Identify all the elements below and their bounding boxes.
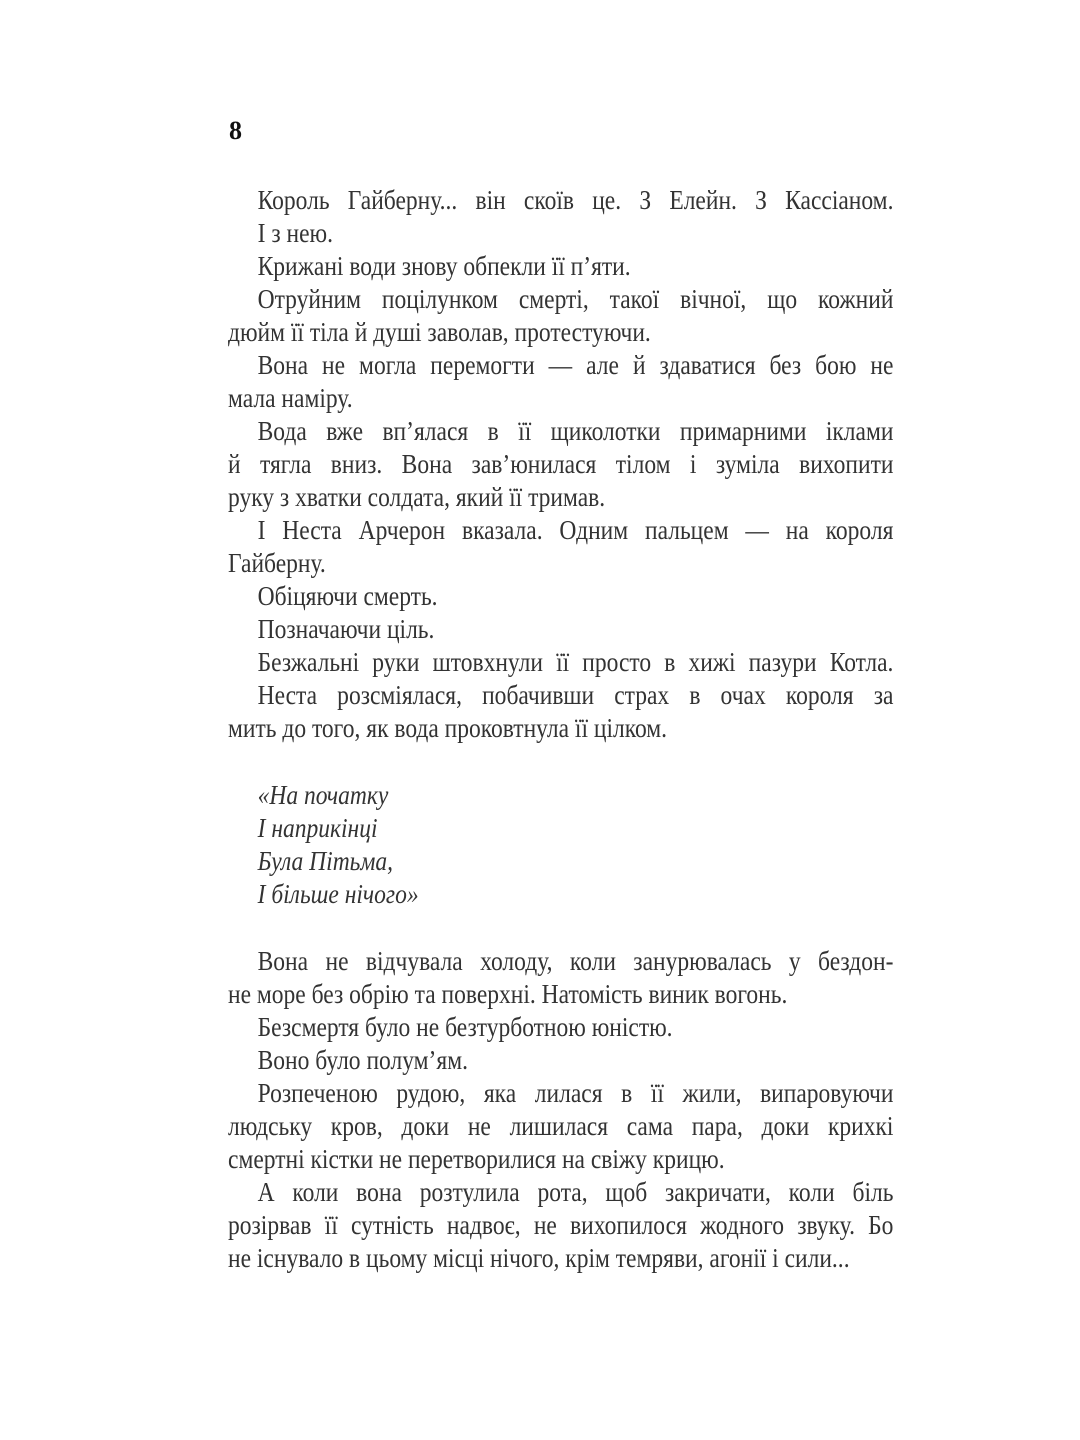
text-line: й тягла вниз. Вона зав’юнилася тілом і зуміла вихопити — [228, 449, 894, 479]
text-line: Обіцяючи смерть. — [257, 581, 438, 611]
paragraph — [228, 1044, 893, 1077]
paragraph — [228, 945, 893, 1011]
paragraph — [228, 217, 893, 250]
verse-line: І наприкінці — [257, 813, 378, 843]
text-line: мить до того, як вода проковтнула її цілком. — [228, 713, 668, 743]
paragraph — [228, 1077, 893, 1176]
text-line: Отруйним поцілунком смерті, такої вічної, що кожний — [257, 284, 894, 314]
paragraph — [228, 613, 893, 646]
text-line: смертні кістки не перетворилися на свіжу крицю. — [228, 1144, 725, 1174]
text-line: Неста розсміялася, побачивши страх в очах короля за — [257, 680, 894, 710]
paragraph — [228, 349, 893, 415]
paragraph — [228, 250, 893, 283]
text-line: Безсмертя було не безтурботною юністю. — [257, 1012, 673, 1042]
paragraph — [228, 679, 893, 745]
text-line: не існувало в цьому місці нічого, крім темряви, агонії і сили... — [228, 1243, 850, 1273]
paragraph — [228, 415, 893, 514]
text-line: Король Гайберну... він скоїв це. З Елейн. З Кассіаном. — [257, 185, 894, 215]
paragraph — [228, 514, 893, 580]
text-line: Позначаючи ціль. — [257, 614, 435, 644]
text-line: І з нею. — [257, 218, 333, 248]
paragraph — [228, 1011, 893, 1044]
text-line: не море без обрію та поверхні. Натомість виник вогонь. — [228, 979, 788, 1009]
text-line: розірвав її сутність надвоє, не вихопилося жодного звуку. Бо — [228, 1210, 894, 1240]
text-line: А коли вона розтулила рота, щоб закричати, коли біль — [257, 1177, 894, 1207]
paragraph — [228, 580, 893, 613]
verse-line: «На початку — [257, 780, 389, 810]
verse-quote — [228, 779, 893, 911]
text-line: Розпеченою рудою, яка лилася в її жили, випаровуючи — [257, 1078, 894, 1108]
text-line: Безжальні руки штовхнули її просто в хижі пазури Котла. — [257, 647, 894, 677]
paragraph — [228, 184, 893, 217]
text-line: Крижані води знову обпекли її п’яти. — [257, 251, 631, 281]
text-line: Вода вже вп’ялася в її щиколотки примарними іклами — [257, 416, 894, 446]
text-line: І Неста Арчерон вказала. Одним пальцем — на короля — [257, 515, 894, 545]
paragraph — [228, 646, 893, 679]
text-line: людську кров, доки не лишилася сама пара, доки крихкі — [228, 1111, 894, 1141]
verse-line: Була Пітьма, — [257, 846, 394, 876]
text-block — [228, 184, 893, 1275]
paragraph — [228, 1176, 893, 1275]
text-line: мала наміру. — [228, 383, 353, 413]
text-line: Гайберну. — [228, 548, 326, 578]
page-number: 8 — [229, 116, 243, 145]
text-line: руку з хватки солдата, який її тримав. — [228, 482, 606, 512]
text-line: Вона не відчувала холоду, коли занурювалась у бездон- — [257, 946, 894, 976]
text-line: Воно було полум’ям. — [257, 1045, 468, 1075]
text-line: дюйм її тіла й душі заволав, протестуючи. — [228, 317, 651, 347]
paragraph — [228, 283, 893, 349]
text-line: Вона не могла перемогти — але й здаватися без бою не — [257, 350, 894, 380]
verse-line: І більше нічого» — [257, 879, 419, 909]
